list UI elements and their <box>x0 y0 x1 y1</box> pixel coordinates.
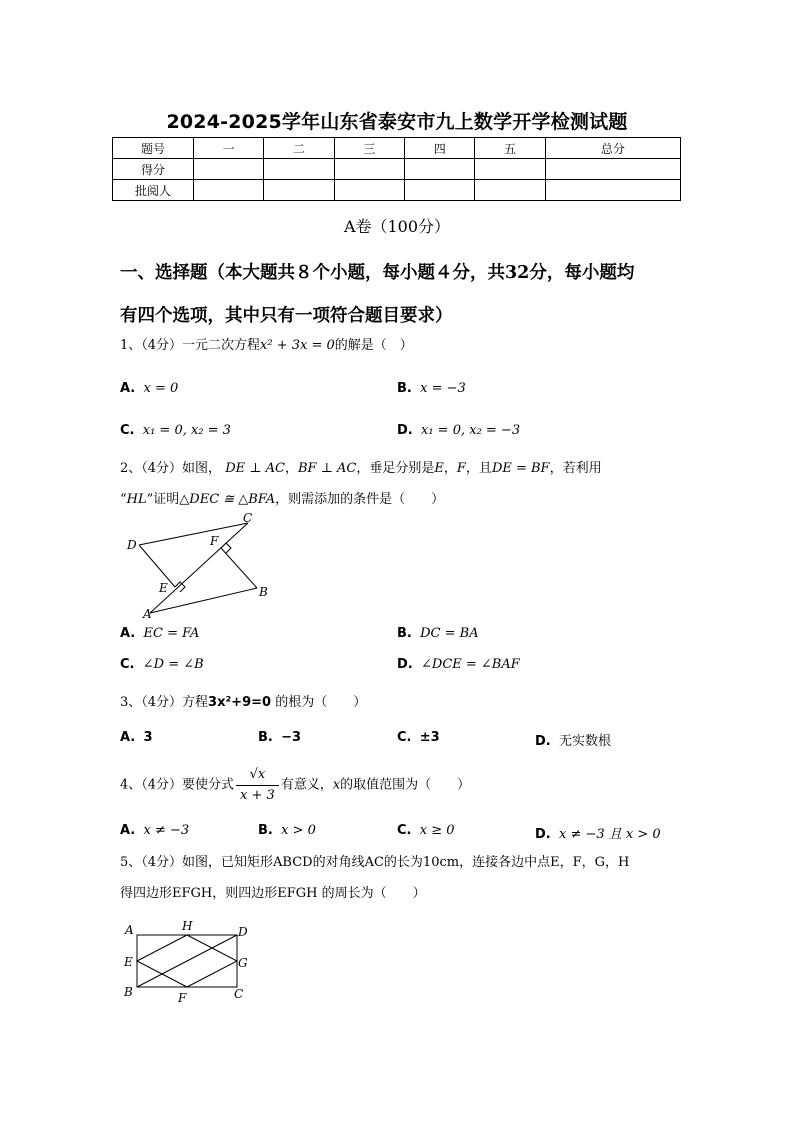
label-c: C <box>234 987 244 1001</box>
q2-figure <box>120 508 280 620</box>
q3-option-a[interactable]: A. 3 <box>120 730 153 745</box>
grader-cell[interactable] <box>475 180 545 201</box>
label-b: B <box>124 985 133 999</box>
q2-option-a[interactable]: A. EC = FA <box>120 626 200 641</box>
q3-option-d[interactable]: D. 无实数根 <box>535 734 612 749</box>
grader-cell[interactable] <box>194 180 264 201</box>
label-f: F <box>178 991 187 1005</box>
section-1-heading <box>120 252 700 338</box>
question-5-line1: 5、（4分）如图，已知矩形ABCD的对角线AC的长为10cm，连接各边中点E，F，G，H <box>120 855 630 870</box>
q1-option-d[interactable]: D. x₁ = 0, x₂ = −3 <box>397 423 521 438</box>
header-cell: 二 <box>264 138 334 159</box>
fraction: $\frac{√x}{x + 3}$ <box>236 765 279 806</box>
row-label: 批阅人 <box>113 180 194 201</box>
question-2-line2: “HL”证明△DEC ≅ △BFA，则需添加的条件是（ ） <box>120 492 445 507</box>
q4-option-d[interactable]: D. x ≠ −3 且 x > 0 <box>535 827 661 842</box>
grader-cell[interactable] <box>545 180 680 201</box>
q4-option-a[interactable]: A. x ≠ −3 <box>120 823 190 838</box>
label-b: B <box>259 585 268 599</box>
score-cell[interactable] <box>405 159 475 180</box>
label-e: E <box>159 581 168 595</box>
section-a-heading: A卷（100分） <box>343 217 451 236</box>
label-f: F <box>210 534 219 548</box>
label-g: G <box>238 956 248 970</box>
score-cell[interactable] <box>264 159 334 180</box>
label-e: E <box>124 955 133 969</box>
right-angle-f <box>221 543 231 553</box>
q3-option-b[interactable]: B. −3 <box>258 730 302 745</box>
section-1-line1: 一、选择题（本大题共８个小题，每小题４分，共32分，每小题均 <box>120 263 635 283</box>
score-table <box>112 137 681 201</box>
score-cell[interactable] <box>545 159 680 180</box>
header-cell: 总分 <box>545 138 680 159</box>
section-1-line2: 有四个选项，其中只有一项符合题目要求） <box>120 306 453 326</box>
grader-cell[interactable] <box>405 180 475 201</box>
label-a: A <box>125 923 134 937</box>
q2-option-d[interactable]: D. ∠DCE = ∠BAF <box>397 657 520 672</box>
question-4-stem: 4、（4分）要使分式 $\frac{√x}{x + 3}$ 有意义，x的取值范围为（ ） <box>120 765 470 806</box>
diagonal <box>137 935 237 987</box>
q4-option-b[interactable]: B. x > 0 <box>258 823 316 838</box>
label-d: D <box>127 538 137 552</box>
question-2-line1: 2、（4分）如图， DE ⊥ AC，BF ⊥ AC，垂足分别是E，F，且DE = BF，若利用 <box>120 461 602 476</box>
segment-de <box>139 545 175 587</box>
header-cell: 题号 <box>113 138 194 159</box>
q5-figure <box>120 916 260 1008</box>
equation: 3x²+9=0 <box>208 695 272 710</box>
label-d: D <box>238 925 248 939</box>
label-a: A <box>143 607 152 620</box>
grader-row <box>113 180 681 201</box>
q2-option-c[interactable]: C. ∠D = ∠B <box>120 657 204 672</box>
label-c: C <box>243 511 253 525</box>
q2-option-b[interactable]: B. DC = BA <box>397 626 479 641</box>
q1-option-c[interactable]: C. x₁ = 0, x₂ = 3 <box>120 423 231 438</box>
q4-option-c[interactable]: C. x ≥ 0 <box>397 823 455 838</box>
header-cell: 一 <box>194 138 264 159</box>
question-3-stem: 3、（4分）方程3x²+9=0 的根为（ ） <box>120 695 367 710</box>
q1-option-a[interactable]: A. x = 0 <box>120 381 179 396</box>
right-angle-e <box>175 582 185 592</box>
score-cell[interactable] <box>194 159 264 180</box>
score-cell[interactable] <box>475 159 545 180</box>
segment-dc <box>139 523 248 545</box>
equation: x² + 3x = 0 <box>260 338 335 353</box>
header-cell: 四 <box>405 138 475 159</box>
grader-cell[interactable] <box>334 180 404 201</box>
question-1-stem: 1、（4分）一元二次方程x² + 3x = 0的解是（ ） <box>120 338 413 353</box>
page-title: 2024-2025学年山东省泰安市九上数学开学检测试题 <box>166 111 628 133</box>
label-h: H <box>182 919 193 933</box>
header-cell: 三 <box>334 138 404 159</box>
score-table-header-row <box>113 138 681 159</box>
q3-option-c[interactable]: C. ±3 <box>397 730 440 745</box>
segment-ac <box>150 523 248 613</box>
row-label: 得分 <box>113 159 194 180</box>
header-cell: 五 <box>475 138 545 159</box>
q1-option-b[interactable]: B. x = −3 <box>397 381 466 396</box>
question-5-line2: 得四边形EFGH，则四边形EFGH 的周长为（ ） <box>120 886 426 901</box>
segment-fb <box>221 548 257 588</box>
grader-cell[interactable] <box>264 180 334 201</box>
score-row <box>113 159 681 180</box>
score-cell[interactable] <box>334 159 404 180</box>
